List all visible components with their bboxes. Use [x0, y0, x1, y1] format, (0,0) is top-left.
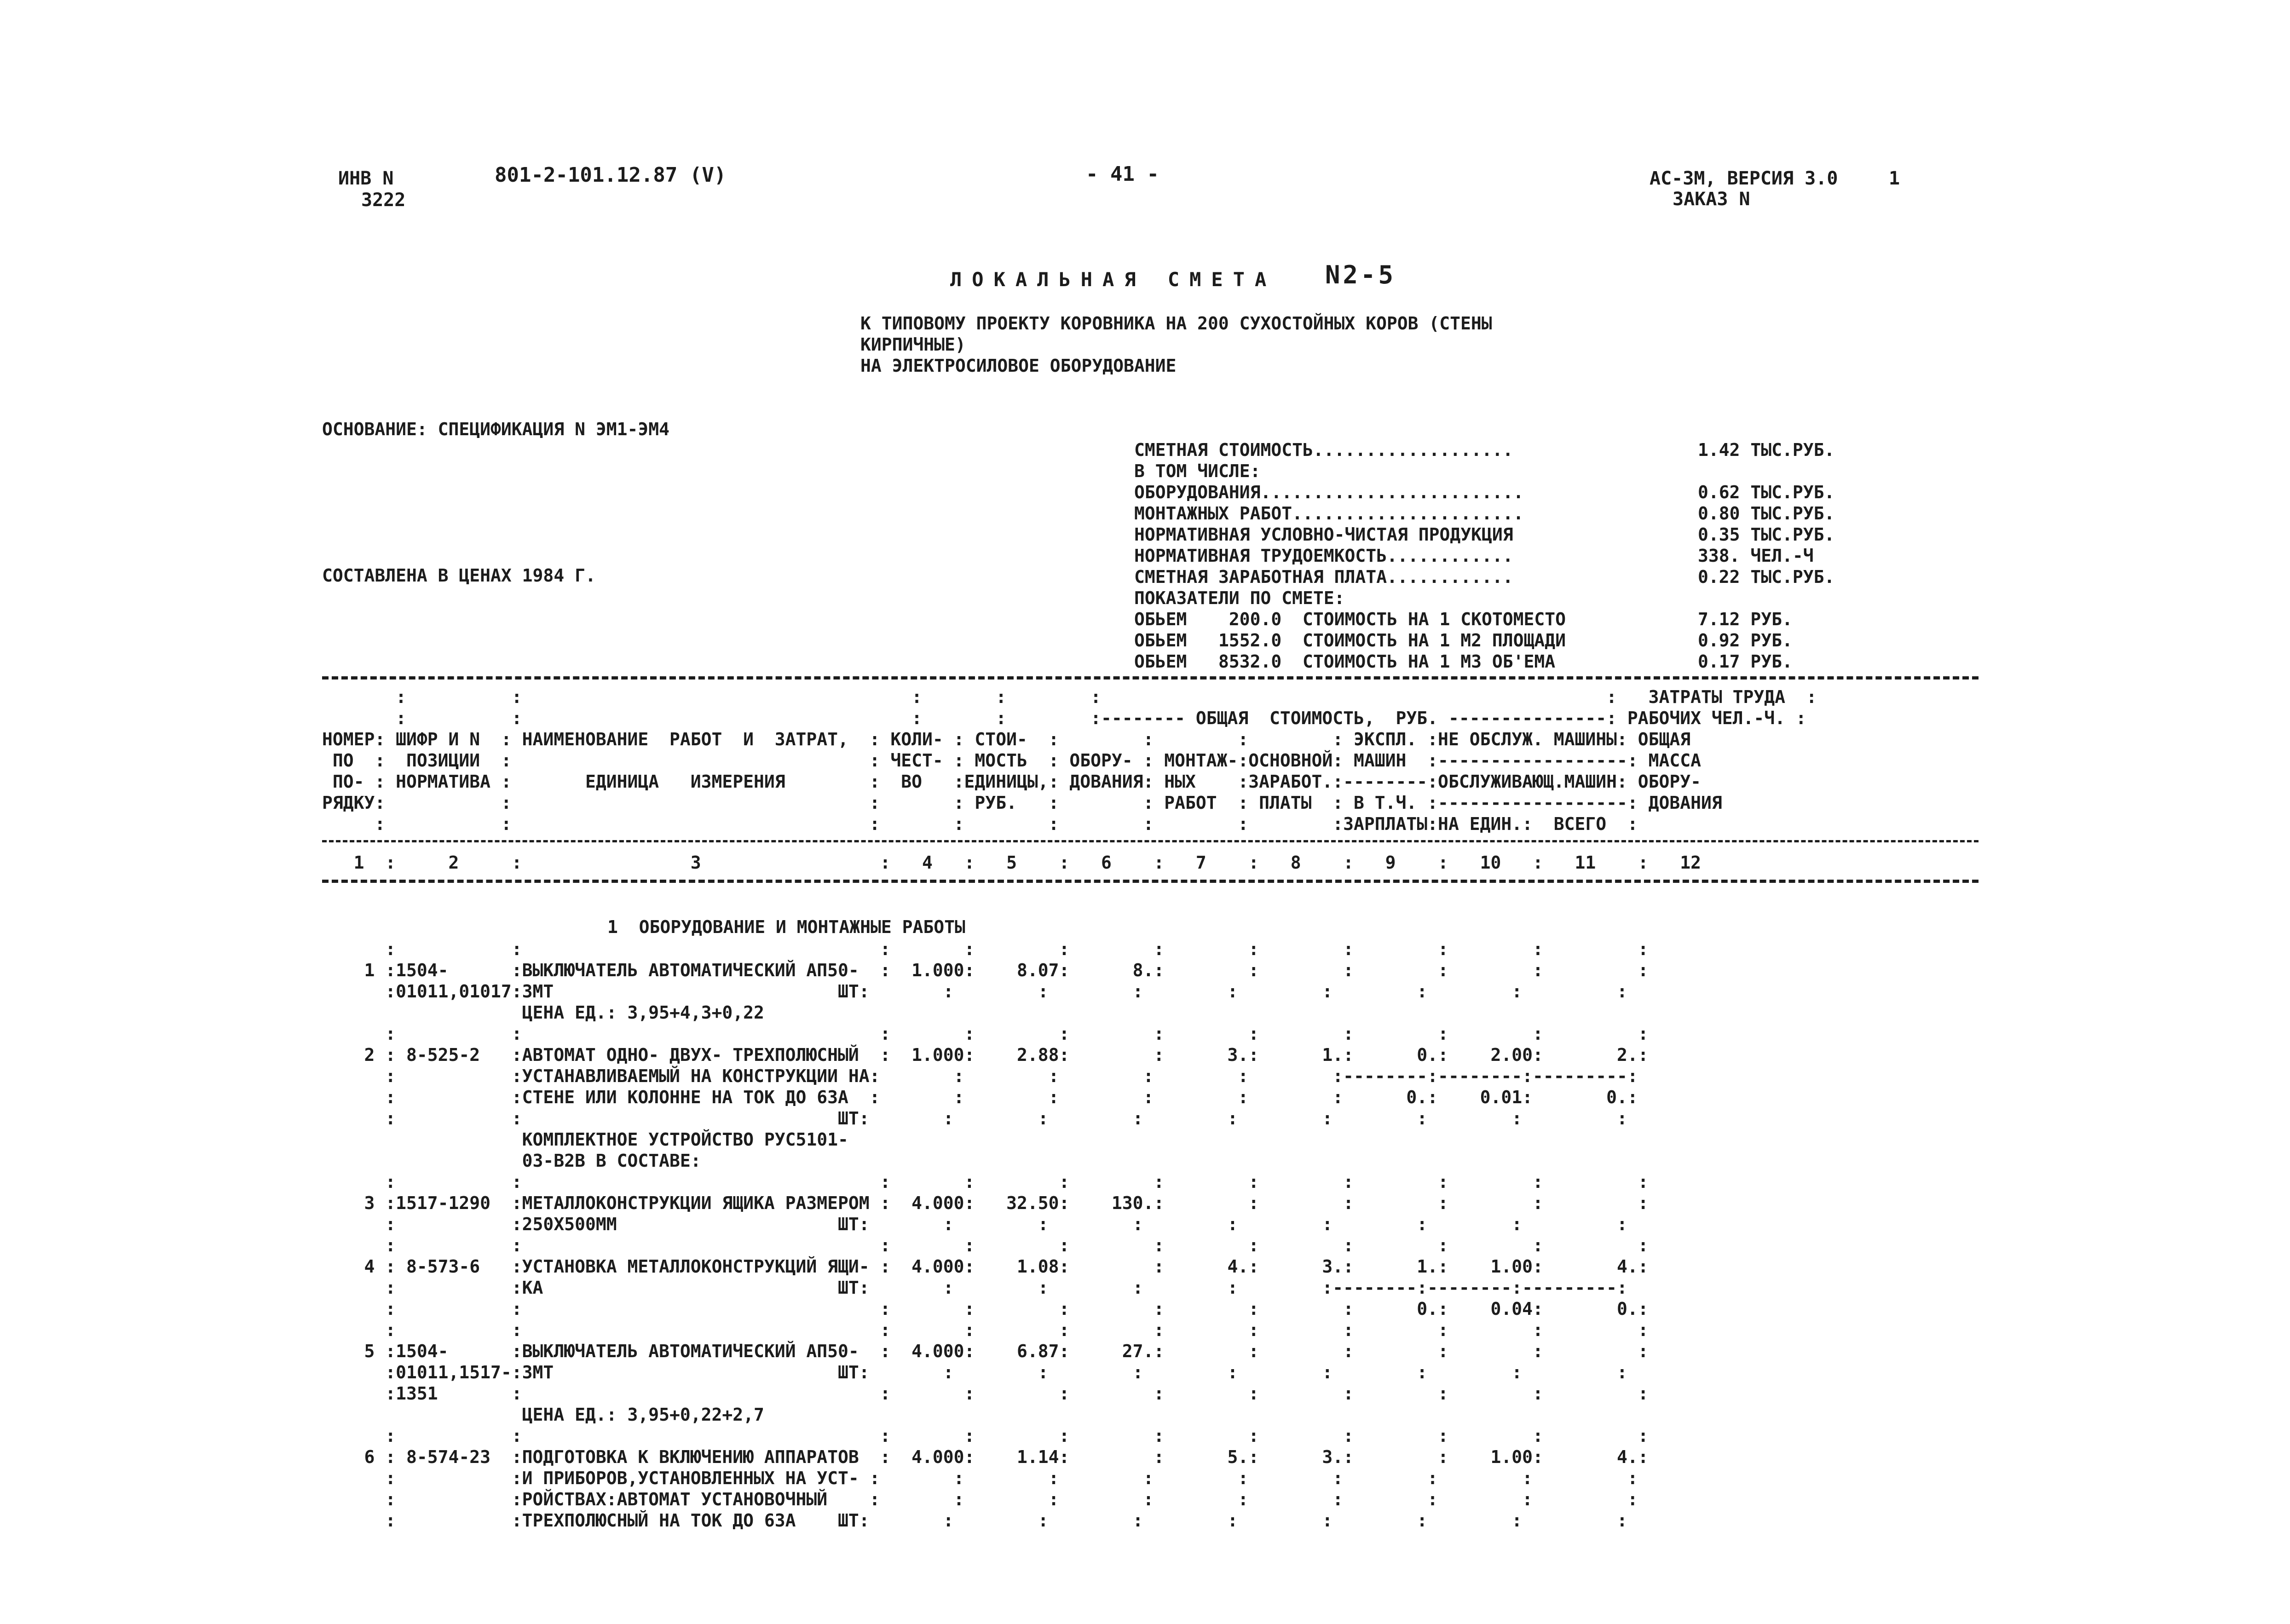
subtitle-line-2: КИРПИЧНЫЕ)	[860, 334, 966, 355]
table-row: : : : : : : : : : : :	[322, 1172, 1649, 1192]
summary-label: ОБЬЕМ 1552.0 СТОИМОСТЬ НА 1 М2 ПЛОЩАДИ	[1134, 630, 1566, 651]
summary-label: ОБЬЕМ 200.0 СТОИМОСТЬ НА 1 СКОТОМЕСТО	[1134, 609, 1566, 629]
column-numbers-rule	[322, 880, 1979, 883]
version-suffix: 1	[1889, 168, 1900, 189]
table-row: : :СТЕНЕ ИЛИ КОЛОННЕ НА ТОК ДО 63А : : : : : : 0.: 0.01: 0.:	[322, 1087, 1638, 1107]
section-title: 1 ОБОРУДОВАНИЕ И МОНТАЖНЫЕ РАБОТЫ	[607, 917, 965, 937]
summary-value: 0.80 ТЫС.РУБ.	[1698, 503, 1835, 524]
inventory-number: 3222	[361, 190, 406, 211]
page-number: - 41 -	[1086, 162, 1159, 186]
summary-label: ПОКАЗАТЕЛИ ПО СМЕТЕ:	[1134, 588, 1345, 608]
table-row: ЦЕНА ЕД.: 3,95+0,22+2,7	[322, 1405, 764, 1425]
table-header-line: РЯДКУ: : : : РУБ. : : РАБОТ : ПЛАТЫ : В Т.Ч. :------------------: ДОВАНИЯ	[322, 793, 1722, 813]
header-bottom-rule	[322, 840, 1979, 842]
table-row: : :250Х500ММ ШТ: : : : : : : : :	[322, 1214, 1627, 1234]
table-row: 2 : 8-525-2 :АВТОМАТ ОДНО- ДВУХ- ТРЕХПОЛЮСНЫЙ : 1.000: 2.88: : 3.: 1.: 0.: 2.00: 2.:	[322, 1045, 1649, 1065]
table-row: ЦЕНА ЕД.: 3,95+4,3+0,22	[322, 1002, 764, 1023]
table-row: : : : : : : : : : : :	[322, 939, 1649, 959]
table-row: 5 :1504- :ВЫКЛЮЧАТЕЛЬ АВТОМАТИЧЕСКИЙ АП50- : 4.000: 6.87: 27.: : : : : :	[322, 1341, 1649, 1361]
table-row: : : : : : : : : : : :	[322, 1320, 1649, 1340]
table-row: : :УСТАНАВЛИВАЕМЫЙ НА КОНСТРУКЦИИ НА: : : : : :--------:--------:---------:	[322, 1066, 1638, 1086]
table-row: :1351 : : : : : : : : : :	[322, 1383, 1649, 1404]
table-row: КОМПЛЕКТНОЕ УСТРОЙСТВО РУС5101-	[322, 1129, 848, 1150]
subtitle-line-1: К ТИПОВОМУ ПРОЕКТУ КОРОВНИКА НА 200 СУХОСТОЙНЫХ КОРОВ (СТЕНЫ	[860, 313, 1492, 334]
summary-value: 7.12 РУБ.	[1698, 609, 1793, 629]
project-code: 801-2-101.12.87 (V)	[495, 163, 727, 187]
summary-label: ОБЬЕМ 8532.0 СТОИМОСТЬ НА 1 М3 ОБ'ЕМА	[1134, 651, 1556, 672]
version: АС-3М, ВЕРСИЯ 3.0	[1650, 168, 1838, 189]
table-row: : :ТРЕХПОЛЮСНЫЙ НА ТОК ДО 63А ШТ: : : : : : : : :	[322, 1510, 1627, 1531]
summary-label: НОРМАТИВНАЯ УСЛОВНО-ЧИСТАЯ ПРОДУКЦИЯ	[1134, 524, 1513, 545]
inventory-label: ИНВ N	[338, 168, 394, 189]
table-row: 3 :1517-1290 :МЕТАЛЛОКОНСТРУКЦИИ ЯЩИКА РАЗМЕРОМ : 4.000: 32.50: 130.: : : : : :	[322, 1193, 1649, 1213]
summary-value: 1.42 ТЫС.РУБ.	[1698, 440, 1835, 460]
summary-label: СМЕТНАЯ ЗАРАБОТНАЯ ПЛАТА............	[1134, 567, 1513, 587]
summary-value: 0.22 ТЫС.РУБ.	[1698, 567, 1835, 587]
table-header-line: : : : : : : ЗАТРАТЫ ТРУДА :	[322, 687, 1817, 707]
table-row: : :КА ШТ: : : : : :--------:--------:---------:	[322, 1278, 1627, 1298]
summary-value: 0.17 РУБ.	[1698, 651, 1793, 672]
table-header-line: НОМЕР: ШИФР И N : НАИМЕНОВАНИЕ РАБОТ И ЗАТРАТ, : КОЛИ- : СТОИ- : : : : ЭКСПЛ. :НЕ ОБСЛУЖ. МАШИНЫ: ОБЩАЯ	[322, 729, 1691, 749]
document-title: ЛОКАЛЬНАЯ СМЕТА	[950, 268, 1277, 291]
table-row: : : ШТ: : : : : : : : :	[322, 1108, 1627, 1129]
column-numbers: 1 : 2 : 3 : 4 : 5 : 6 : 7 : 8 : 9 : 10 : 11 : 12	[322, 852, 1702, 873]
summary-value: 0.35 ТЫС.РУБ.	[1698, 524, 1835, 545]
table-header-line: : : : : : : : :ЗАРПЛАТЫ:НА ЕДИН.: ВСЕГО :	[322, 814, 1638, 834]
subtitle-line-3: НА ЭЛЕКТРОСИЛОВОЕ ОБОРУДОВАНИЕ	[860, 356, 1177, 376]
table-row: 4 : 8-573-6 :УСТАНОВКА МЕТАЛЛОКОНСТРУКЦИЙ ЯЩИ- : 4.000: 1.08: : 4.: 3.: 1.: 1.00: 4.:	[322, 1256, 1649, 1277]
table-row: : : : : : : : : 0.: 0.04: 0.:	[322, 1299, 1649, 1319]
summary-label: СМЕТНАЯ СТОИМОСТЬ...................	[1134, 440, 1513, 460]
estimate-number: N2-5	[1325, 260, 1396, 289]
table-row: 6 : 8-574-23 :ПОДГОТОВКА К ВКЛЮЧЕНИЮ АППАРАТОВ : 4.000: 1.14: : 5.: 3.: : 1.00: 4.:	[322, 1447, 1649, 1467]
basis-line: ОСНОВАНИЕ: СПЕЦИФИКАЦИЯ N ЭМ1-ЭМ4	[322, 419, 669, 439]
prices-line: СОСТАВЛЕНА В ЦЕНАХ 1984 Г.	[322, 565, 596, 586]
summary-label: В ТОМ ЧИСЛЕ:	[1134, 461, 1261, 481]
summary-label: МОНТАЖНЫХ РАБОТ......................	[1134, 503, 1524, 524]
table-row: : :И ПРИБОРОВ,УСТАНОВЛЕННЫХ НА УСТ- : : : : : : : : :	[322, 1468, 1638, 1488]
table-row: 03-В2В В СОСТАВЕ:	[322, 1151, 701, 1171]
table-row: :01011,01017:3МТ ШТ: : : : : : : : :	[322, 981, 1627, 1002]
table-row: :01011,1517-:3МТ ШТ: : : : : : : : :	[322, 1362, 1627, 1382]
table-top-rule	[322, 676, 1979, 680]
table-header-line: ПО- : НОРМАТИВА : ЕДИНИЦА ИЗМЕРЕНИЯ : ВО :ЕДИНИЦЫ,: ДОВАНИЯ: НЫХ :ЗАРАБОТ.:--------:ОБСЛУЖИВАЮЩ.МАШИН: ОБОРУ-	[322, 772, 1702, 792]
summary-value: 0.62 ТЫС.РУБ.	[1698, 482, 1835, 502]
table-row: : :РОЙСТВАХ:АВТОМАТ УСТАНОВОЧНЫЙ : : : : : : : : :	[322, 1489, 1638, 1509]
table-row: 1 :1504- :ВЫКЛЮЧАТЕЛЬ АВТОМАТИЧЕСКИЙ АП50- : 1.000: 8.07: 8.: : : : : :	[322, 960, 1649, 980]
table-row: : : : : : : : : : : :	[322, 1235, 1649, 1255]
summary-label: НОРМАТИВНАЯ ТРУДОЕМКОСТЬ............	[1134, 546, 1513, 566]
summary-label: ОБОРУДОВАНИЯ.........................	[1134, 482, 1524, 502]
table-row: : : : : : : : : : : :	[322, 1426, 1649, 1446]
order-number: ЗАКАЗ N	[1673, 189, 1750, 210]
summary-value: 0.92 РУБ.	[1698, 630, 1793, 651]
summary-value: 338. ЧЕЛ.-Ч	[1698, 546, 1814, 566]
table-header-line: ПО : ПОЗИЦИИ : : ЧЕСТ- : МОСТЬ : ОБОРУ- : МОНТАЖ-:ОСНОВНОЙ: МАШИН :------------------: МАССА	[322, 750, 1702, 771]
table-row: : : : : : : : : : : :	[322, 1024, 1649, 1044]
table-header-line: : : : : :-------- ОБЩАЯ СТОИМОСТЬ, РУБ. ---------------: РАБОЧИХ ЧЕЛ.-Ч. :	[322, 708, 1806, 728]
